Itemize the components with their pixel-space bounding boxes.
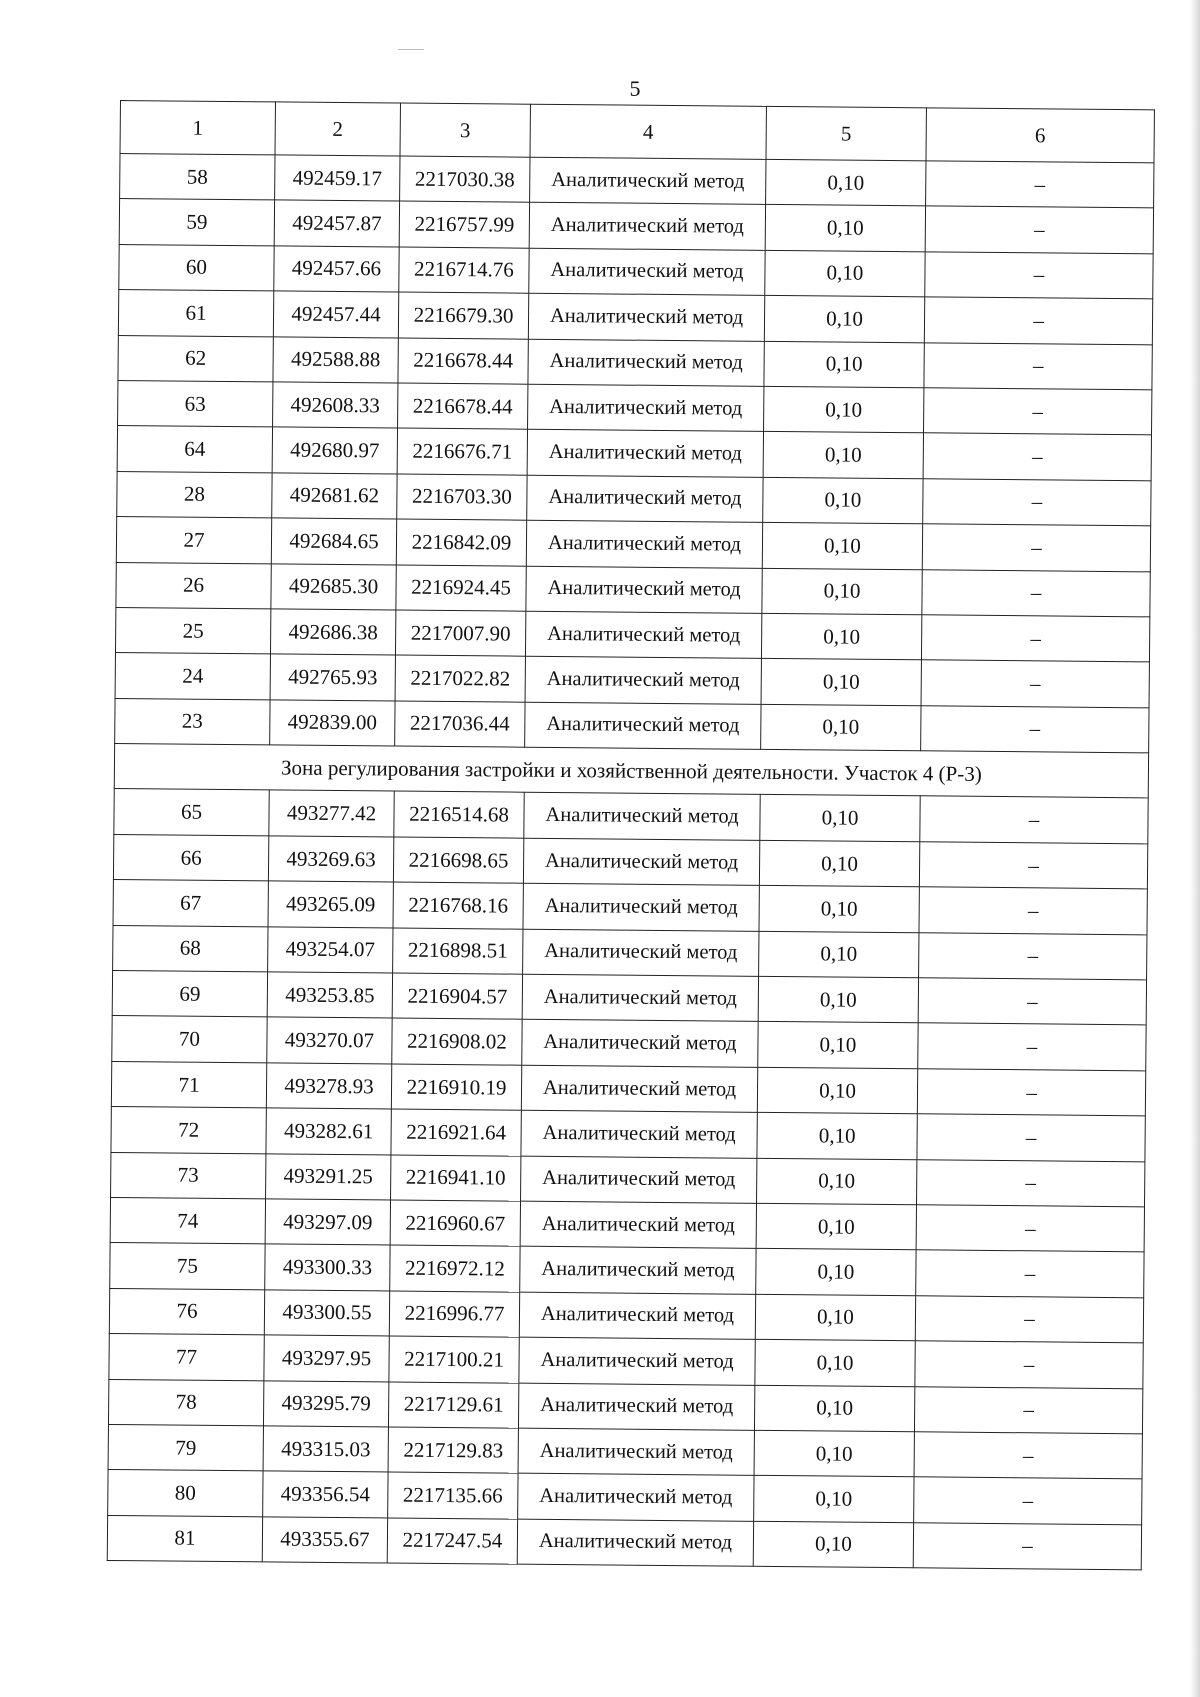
cell-point-number: 25 [115,607,270,654]
cell-note: – [919,932,1147,979]
cell-point-number: 68 [113,925,268,972]
cell-coord-y: 2216714.76 [399,247,529,294]
column-header-1: 1 [120,101,275,155]
cell-coord-y: 2216924.45 [396,565,526,612]
cell-note: – [921,615,1149,662]
cell-note: – [923,479,1151,526]
cell-method: Аналитический метод [528,339,764,387]
cell-coord-x: 493300.33 [265,1244,390,1291]
cell-accuracy: 0,10 [754,1476,914,1523]
cell-coord-x: 493315.03 [263,1426,388,1473]
cell-method: Аналитический метод [519,1337,755,1385]
cell-accuracy: 0,10 [764,386,924,433]
cell-note: – [918,1023,1146,1070]
cell-coord-x: 492765.93 [270,654,395,701]
cell-coord-x: 492457.44 [273,291,398,338]
cell-point-number: 76 [109,1288,264,1335]
cell-accuracy: 0,10 [755,1294,915,1341]
cell-coord-x: 493297.95 [264,1335,389,1382]
cell-note: – [919,887,1147,934]
cell-accuracy: 0,10 [763,477,923,524]
cell-accuracy: 0,10 [759,886,919,933]
cell-method: Аналитический метод [523,883,759,931]
cell-coord-x: 492839.00 [270,700,395,747]
cell-note: – [915,1296,1143,1343]
cell-accuracy: 0,10 [753,1521,913,1568]
cell-note: – [918,978,1146,1025]
cell-note: – [926,161,1154,208]
cell-coord-x: 492681.62 [272,473,397,520]
cell-method: Аналитический метод [522,974,758,1022]
cell-method: Аналитический метод [520,1247,756,1295]
document-sheet [107,100,1155,1570]
cell-accuracy: 0,10 [756,1249,916,1296]
cell-method: Аналитический метод [524,793,760,841]
cell-accuracy: 0,10 [754,1430,914,1477]
cell-coord-y: 2216679.30 [398,292,528,339]
cell-coord-x: 493355.67 [262,1517,387,1564]
cell-method: Аналитический метод [526,566,762,614]
cell-point-number: 72 [111,1107,266,1154]
cell-coord-x: 493277.42 [269,790,394,837]
cell-method: Аналитический метод [526,520,762,568]
cell-coord-y: 2216898.51 [393,928,523,975]
cell-method: Аналитический метод [530,157,766,205]
cell-coord-x: 493278.93 [266,1063,391,1110]
cell-coord-x: 492684.65 [271,518,396,565]
cell-point-number: 23 [115,698,270,745]
cell-note: – [921,705,1149,752]
cell-accuracy: 0,10 [760,795,920,842]
cell-point-number: 64 [117,426,272,473]
cell-note: – [924,388,1152,435]
cell-accuracy: 0,10 [765,205,925,252]
cell-point-number: 77 [109,1334,264,1381]
cell-coord-y: 2216514.68 [394,791,524,838]
cell-coord-y: 2216676.71 [397,428,527,475]
cell-accuracy: 0,10 [762,522,922,569]
cell-accuracy: 0,10 [764,296,924,343]
cell-coord-y: 2217007.90 [395,610,525,657]
cell-note: – [917,1114,1145,1161]
page-number: 5 [629,76,641,101]
cell-method: Аналитический метод [529,248,765,296]
cell-coord-x: 493300.55 [264,1290,389,1337]
cell-coord-x: 492680.97 [272,427,397,474]
cell-accuracy: 0,10 [759,931,919,978]
column-header-2: 2 [275,102,400,156]
cell-method: Аналитический метод [520,1201,756,1249]
cell-coord-y: 2216921.64 [391,1109,521,1156]
cell-note: – [924,297,1152,344]
cell-method: Аналитический метод [523,929,759,977]
cell-note: – [917,1069,1145,1116]
cell-method: Аналитический метод [518,1383,754,1431]
cell-coord-y: 2217135.66 [388,1472,518,1519]
table-header [120,101,1154,163]
cell-accuracy: 0,10 [761,704,921,751]
cell-point-number: 61 [118,290,273,337]
cell-accuracy: 0,10 [757,1067,917,1114]
cell-coord-x: 493270.07 [267,1017,392,1064]
cell-coord-y: 2216904.57 [392,973,522,1020]
cell-note: – [923,433,1151,480]
header-row [120,101,1154,163]
cell-point-number: 58 [120,154,275,201]
cell-coord-y: 2216678.44 [398,383,528,430]
cell-note: – [917,1159,1145,1206]
cell-accuracy: 0,10 [766,159,926,206]
cell-method: Аналитический метод [521,1156,757,1204]
cell-point-number: 67 [113,880,268,927]
cell-coord-y: 2216910.19 [391,1064,521,1111]
cell-note: – [919,842,1147,889]
cell-coord-y: 2217100.21 [389,1336,519,1383]
cell-accuracy: 0,10 [757,1158,917,1205]
cell-point-number: 75 [110,1243,265,1290]
column-header-4: 4 [530,104,766,159]
cell-coord-x: 493291.25 [266,1153,391,1200]
cell-coord-y: 2216908.02 [392,1018,522,1065]
table-body [107,154,1154,1570]
cell-note: – [914,1477,1142,1524]
cell-coord-y: 2217247.54 [387,1518,517,1565]
cell-method: Аналитический метод [529,203,765,251]
column-header-6: 6 [926,108,1154,163]
cell-coord-x: 492459.17 [275,155,400,202]
scan-speck [398,49,424,50]
cell-note: – [921,660,1149,707]
cell-note: – [914,1386,1142,1433]
cell-coord-x: 493254.07 [268,927,393,974]
cell-note: – [925,252,1153,299]
cell-coord-x: 492457.87 [274,200,399,247]
cell-coord-y: 2216678.44 [398,338,528,385]
cell-point-number: 73 [111,1152,266,1199]
cell-coord-y: 2216941.10 [391,1155,521,1202]
cell-method: Аналитический метод [518,1473,754,1521]
column-header-5: 5 [766,106,926,160]
cell-coord-y: 2217022.82 [395,655,525,702]
cell-point-number: 71 [111,1061,266,1108]
cell-method: Аналитический метод [521,1110,757,1158]
cell-method: Аналитический метод [522,1020,758,1068]
cell-coord-y: 2216757.99 [399,201,529,248]
cell-point-number: 26 [116,562,271,609]
cell-accuracy: 0,10 [764,341,924,388]
cell-point-number: 27 [116,517,271,564]
cell-coord-y: 2216842.09 [396,519,526,566]
cell-accuracy: 0,10 [762,568,922,615]
cell-note: – [916,1205,1144,1252]
cell-point-number: 66 [113,834,268,881]
cell-coord-x: 492457.66 [274,246,399,293]
cell-coord-y: 2216768.16 [393,882,523,929]
cell-accuracy: 0,10 [765,250,925,297]
cell-note: – [916,1250,1144,1297]
cell-point-number: 24 [115,653,270,700]
cell-coord-y: 2217129.61 [388,1382,518,1429]
cell-coord-y: 2216960.67 [390,1200,520,1247]
cell-accuracy: 0,10 [763,432,923,479]
cell-note: – [924,342,1152,389]
cell-method: Аналитический метод [523,838,759,886]
cell-note: – [920,796,1148,843]
cell-method: Аналитический метод [518,1428,754,1476]
cell-coord-x: 493282.61 [266,1108,391,1155]
cell-accuracy: 0,10 [759,840,919,887]
cell-coord-y: 2216972.12 [390,1245,520,1292]
cell-coord-y: 2217030.38 [400,156,530,203]
cell-point-number: 80 [108,1470,263,1517]
cell-method: Аналитический метод [527,430,763,478]
cell-point-number: 63 [118,380,273,427]
column-header-3: 3 [400,103,530,157]
cell-coord-y: 2216996.77 [389,1291,519,1338]
cell-point-number: 78 [108,1379,263,1426]
cell-accuracy: 0,10 [761,659,921,706]
cell-accuracy: 0,10 [758,1022,918,1069]
cell-coord-x: 493269.63 [268,836,393,883]
cell-point-number: 81 [107,1515,262,1562]
cell-point-number: 28 [117,471,272,518]
cell-point-number: 74 [110,1197,265,1244]
cell-note: – [913,1522,1141,1569]
cell-accuracy: 0,10 [761,613,921,660]
cell-method: Аналитический метод [519,1292,755,1340]
cell-coord-x: 493297.09 [265,1199,390,1246]
cell-coord-x: 492685.30 [271,563,396,610]
cell-accuracy: 0,10 [758,976,918,1023]
cell-point-number: 69 [112,970,267,1017]
cell-note: – [925,206,1153,253]
cell-method: Аналитический метод [527,475,763,523]
cell-coord-x: 492686.38 [270,609,395,656]
cell-method: Аналитический метод [525,611,761,659]
cell-accuracy: 0,10 [755,1339,915,1386]
cell-note: – [915,1341,1143,1388]
section-title: Зона регулирования застройки и хозяйственной деятельности. Участок 4 (Р-3) [114,744,1148,799]
cell-method: Аналитический метод [528,293,764,341]
cell-accuracy: 0,10 [756,1203,916,1250]
cell-method: Аналитический метод [525,702,761,750]
cell-method: Аналитический метод [521,1065,757,1113]
scan-edge [1190,0,1200,1697]
table-row [107,1515,1141,1570]
cell-method: Аналитический метод [525,656,761,704]
cell-point-number: 65 [114,789,269,836]
cell-coord-x: 492588.88 [273,336,398,383]
cell-note: – [922,524,1150,571]
cell-coord-y: 2217036.44 [395,701,525,748]
cell-point-number: 62 [118,335,273,382]
cell-point-number: 79 [108,1424,263,1471]
cell-point-number: 70 [112,1016,267,1063]
cell-accuracy: 0,10 [754,1385,914,1432]
cell-method: Аналитический метод [517,1519,753,1567]
cell-point-number: 59 [119,199,274,246]
cell-coord-x: 493253.85 [267,972,392,1019]
cell-note: – [922,569,1150,616]
cell-point-number: 60 [119,244,274,291]
cell-method: Аналитический метод [528,384,764,432]
cell-coord-y: 2216698.65 [393,837,523,884]
cell-coord-x: 493295.79 [263,1380,388,1427]
cell-coord-x: 493356.54 [263,1471,388,1518]
cell-note: – [914,1432,1142,1479]
cell-coord-x: 492608.33 [273,382,398,429]
cell-coord-y: 2216703.30 [397,474,527,521]
coordinates-table [107,100,1155,1570]
cell-coord-x: 493265.09 [268,881,393,928]
cell-coord-y: 2217129.83 [388,1427,518,1474]
cell-accuracy: 0,10 [757,1113,917,1160]
